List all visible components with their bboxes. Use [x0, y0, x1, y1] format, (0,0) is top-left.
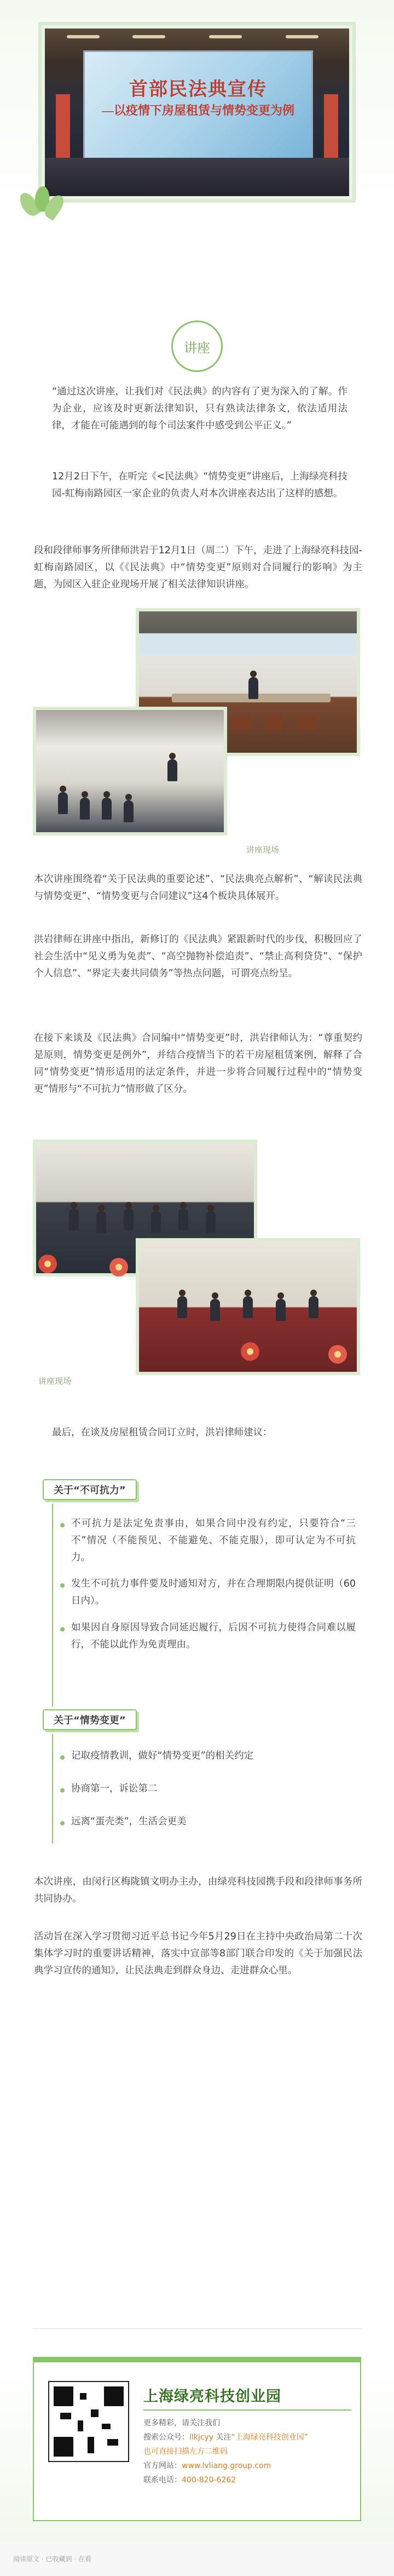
force-majeure-item-1: 不可抗力是法定免责事由，如果合同中没有约定，只要符合“三不”情况（不能预见、不能避免、不能克服），即可认定为不可抗力。	[71, 1518, 356, 1563]
footer-line-5: 联系电话：400-820-6262	[143, 2476, 236, 2485]
red-banner-right	[324, 94, 338, 165]
bottom-action-bar	[0, 2542, 394, 2576]
main-paragraph-1: 段和段律师事务所律师洪岩于12月1日（周二）下午，走进了上海绿亮科技园-虹梅南路园区，以《《民法典》中“情势变更”原则对合同履行的影响》为主题，为园区入驻企业现场开展了相关法律知识讲座。	[34, 545, 362, 590]
photo-caption-1: 讲座现场	[246, 845, 280, 855]
lecture-photo-2	[33, 707, 227, 835]
change-of-circumstances-tag	[43, 1709, 137, 1730]
flower-decoration	[109, 1258, 128, 1276]
qr-code[interactable]	[48, 2381, 129, 2462]
scope-paragraph: 本次讲座围绕着“关于民法典的重要论述”、“民法典亮点解析”、“解读民法典与情势变更”、“情势变更与合同建议”这4个板块具体展开。	[34, 874, 362, 902]
section-badge	[171, 320, 223, 372]
hero-frame	[38, 22, 356, 203]
footer-title: 上海绿亮科技创业园	[143, 2388, 281, 2405]
ceiling-light	[286, 35, 318, 38]
footer-line-3: 也可直接扫描左方二维码	[143, 2447, 228, 2456]
bottom-note[interactable]: 阅读原文 · 已收藏到 · 在看	[13, 2555, 91, 2563]
account-name: “上海绿亮科技创业园”	[231, 2433, 309, 2442]
phone-link[interactable]: 400-820-6262	[182, 2476, 236, 2485]
red-banner-left	[56, 94, 70, 165]
footer-card	[33, 2357, 361, 2521]
force-majeure-rule	[52, 1504, 53, 1707]
section-badge-label: 讲座	[184, 340, 210, 356]
force-majeure-item-2: 发生不可抗力事件要及时通知对方，并在合理期限内提供证明（60日内）。	[71, 1578, 356, 1606]
ceiling-light	[132, 35, 165, 38]
account-id: llkjcyy	[189, 2433, 214, 2442]
change-item-1: 记取疫情教训，做好“情势变更”的相关约定	[71, 1750, 254, 1761]
hero-title: 首部民法典宣传	[129, 79, 267, 100]
ceiling-light	[67, 35, 100, 38]
intro-paragraph: 12月2日下午，在听完《<民法典》“情势变更”讲座后，上海绿亮科技园-虹梅南路园区一家企业的负责人对本次讲座表达出了这样的感想。	[52, 471, 347, 499]
divider	[33, 2328, 361, 2329]
ceiling-light	[209, 35, 242, 38]
activity-paragraph: 活动旨在深入学习贯彻习近平总书记今年5月29日在主持中央政治局第二十次集体学习时的重要讲话精神，落实中宣部等8部门联合印发的《关于加强民法典学习宣传的通知》，让民法典走到群众身边、走进群众心里。	[34, 1931, 362, 1976]
footer-line-4: 官方网站：www.lvliang.group.com	[143, 2461, 271, 2470]
bullet	[60, 1788, 65, 1793]
organizer-paragraph: 本次讲座，由闵行区梅陇镇文明办主办，由绿亮科技园携手段和段律师事务所共同协办。	[34, 1876, 362, 1904]
lawyer-paragraph: 洪岩律师在讲座中指出，新修订的《民法典》紧跟新时代的步伐，积极回应了社会生活中“见义勇为免责”、“高空抛物补偿追责”、“禁止高利贷贷”、“保护个人信息”、“界定夫妻共同债务”等热点问题，可谓亮点纷呈。	[34, 934, 362, 979]
force-majeure-tag-label: 关于“不可抗力”	[54, 1485, 126, 1496]
footer-accent	[34, 2358, 360, 2362]
bullet	[60, 1627, 65, 1632]
bullet	[60, 1523, 65, 1527]
flower-decoration	[38, 1255, 57, 1273]
change-of-circumstances-tag-label: 关于“情势变更”	[54, 1715, 126, 1726]
final-advice-intro: 最后，在谈及房屋租赁合同订立时，洪岩律师建议：	[52, 1427, 273, 1438]
hero-subtitle: —以疫情下房屋租赁与情势变更为例	[101, 104, 294, 117]
audience-area	[45, 158, 349, 196]
force-majeure-tag	[43, 1479, 137, 1500]
bullet	[60, 1821, 65, 1825]
plant-decoration	[16, 186, 66, 236]
bullet	[60, 1583, 65, 1588]
bullet	[60, 1755, 65, 1760]
footer-line-1: 更多精彩，请关注我们	[143, 2419, 220, 2428]
change-rule	[52, 1734, 53, 1844]
intro-quote: “通过这次讲座，让我们对《民法典》的内容有了更为深入的了解。作为企业，应该及时更新法律知识，只有熟读法律条文，依法适用法律，才能在可能遇到的每个司法案件中感受到公平正义。”	[52, 386, 347, 431]
change-item-3: 远离“蛋壳类”，生活会更美	[71, 1816, 187, 1827]
footer-line-2: 搜索公众号：llkjcyy 关注“上海绿亮科技创业园”	[143, 2433, 309, 2442]
projector-screen	[83, 50, 313, 160]
hero-photo	[45, 28, 349, 196]
footer-underline	[143, 2409, 351, 2411]
cases-paragraph: 在接下来谈及《民法典》合同编中“情势变更”时，洪岩律师认为：“尊重契约是原则，情势变更是例外”，并结合疫情当下的若干房屋租赁案例，解释了合同“情势变更”情形适用的法定条件，并进一步将合同履行过程中的“情势变更”情形与“不可抗力”情形做了区分。	[34, 1033, 362, 1095]
photo-caption-2: 讲座现场	[38, 1376, 72, 1386]
flower-decoration	[328, 1345, 347, 1364]
flower-decoration	[241, 1342, 259, 1361]
website-link[interactable]: www.lvliang.group.com	[182, 2461, 271, 2470]
change-item-2: 协商第一，诉讼第二	[71, 1783, 158, 1794]
force-majeure-item-3: 如果因自身原因导致合同延迟履行，后因不可抗力使得合同难以履行，不能以此作为免责理由。	[71, 1622, 356, 1650]
